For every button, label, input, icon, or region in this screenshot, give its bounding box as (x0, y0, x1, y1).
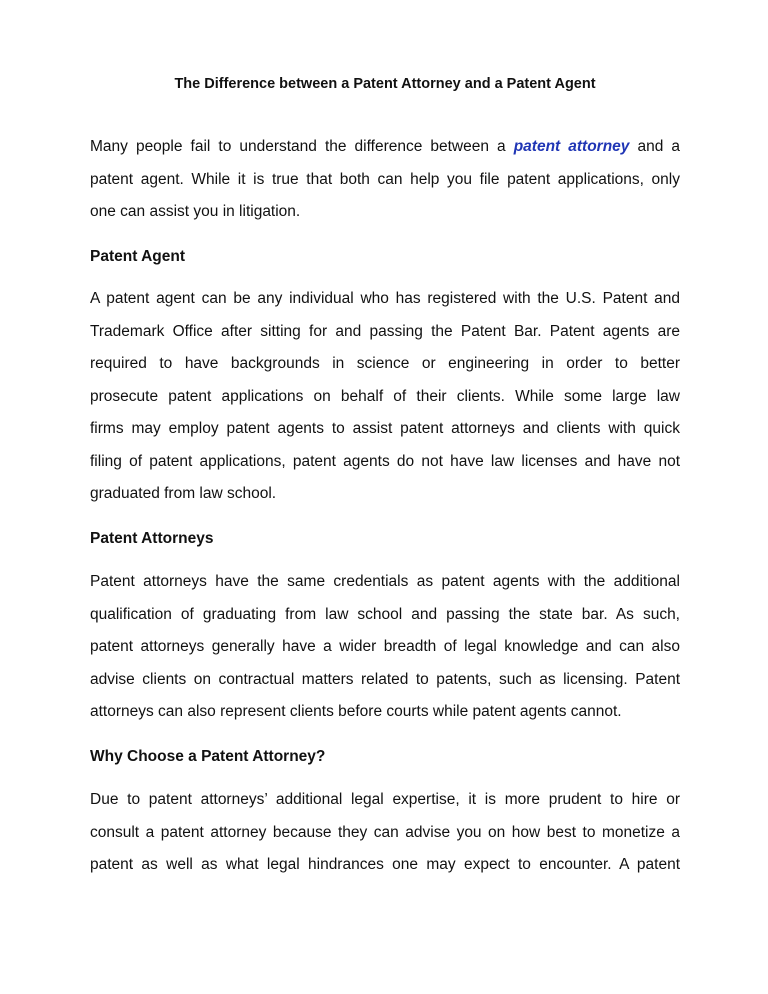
paragraph-line: required to have backgrounds in science or engineering in order to better (90, 355, 680, 372)
paragraph-line: Patent attorneys have the same credentials as patent agents with the additional (90, 573, 680, 590)
intro-text-before-link: Many people fail to understand the difference between a (90, 138, 514, 155)
paragraph-line: Trademark Office after sitting for and passing the Patent Bar. Patent agents are (90, 322, 680, 340)
paragraph-line: filing of patent applications, patent agents do not have law licenses and have not (90, 452, 680, 470)
document-title: The Difference between a Patent Attorney and a Patent Agent (174, 76, 596, 92)
paragraph-line: graduated from law school. (90, 485, 277, 502)
intro-text-after-link: and a (629, 138, 680, 155)
paragraph-line: prosecute patent applications on behalf of their clients. While some large law (90, 387, 680, 405)
paragraph-line: firms may employ patent agents to assist patent attorneys and clients with quick (90, 420, 680, 437)
paragraph-line: patent attorneys generally have a wider breadth of legal knowledge and can also (90, 638, 680, 655)
paragraph-line: qualification of graduating from law school and passing the state bar. As such, (90, 605, 680, 623)
intro-line-3: one can assist you in litigation. (90, 203, 301, 220)
intro-line-2: patent agent. While it is true that both can help you file patent applications, only (90, 170, 680, 188)
paragraph-line: patent as well as what legal hindrances one may expect to encounter. A patent (90, 856, 680, 873)
patent-agent-paragraph (90, 283, 680, 511)
section-heading-why-choose: Why Choose a Patent Attorney? (90, 748, 326, 765)
paragraph-line: attorneys can also represent clients before courts while patent agents cannot. (90, 703, 622, 720)
why-choose-paragraph (90, 784, 680, 882)
section-heading-patent-attorneys: Patent Attorneys (90, 530, 214, 547)
paragraph-line: consult a patent attorney because they can advise you on how best to monetize a (90, 823, 680, 841)
paragraph-line: Due to patent attorneys’ additional legal expertise, it is more prudent to hire or (90, 791, 680, 808)
paragraph-line: advise clients on contractual matters related to patents, such as licensing. Patent (90, 670, 680, 688)
intro-paragraph (90, 131, 680, 229)
intro-line-1 (90, 131, 680, 164)
section-heading-patent-agent: Patent Agent (90, 248, 186, 265)
paragraph-line: A patent agent can be any individual who has registered with the U.S. Patent and (90, 290, 680, 307)
patent-attorney-link[interactable]: patent attorney (513, 138, 630, 155)
patent-attorneys-paragraph (90, 566, 680, 729)
